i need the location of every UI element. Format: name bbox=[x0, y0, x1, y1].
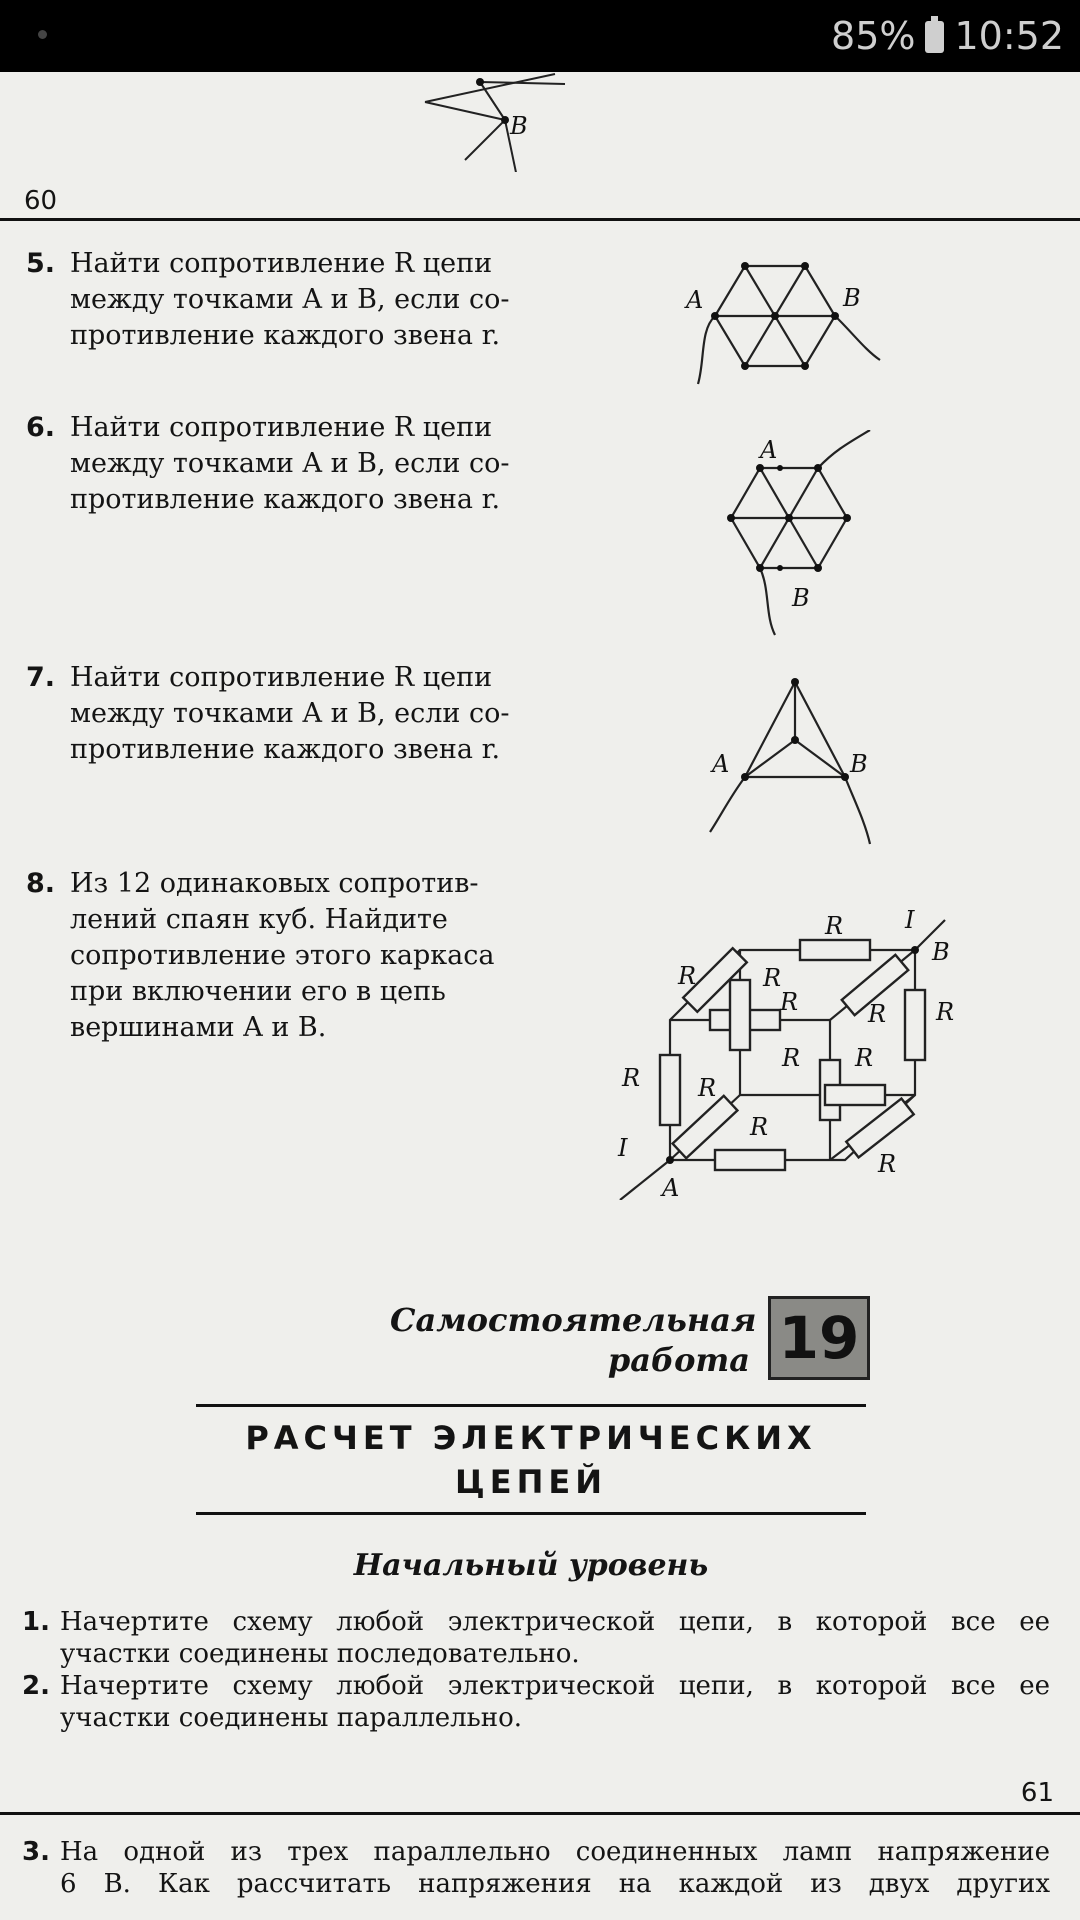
task-2: 2. Начертите схему любой электрической цепи, в которой все ее участки соединены параллельно. bbox=[22, 1671, 1050, 1733]
point-a-label: A bbox=[662, 1174, 680, 1200]
resistor-bottom-front bbox=[715, 1150, 785, 1170]
work-number-badge: 19 bbox=[768, 1296, 870, 1380]
resistor-label: R bbox=[936, 998, 955, 1026]
section-top-rule bbox=[196, 1404, 866, 1407]
resistor-diag-br bbox=[846, 1099, 913, 1158]
resistor-label: R bbox=[698, 1074, 717, 1102]
resistor-mid-vertical bbox=[730, 980, 750, 1050]
problem-7: 7. Найти сопротивление R цепи между точками A и B, если со- противление каждого звена r. bbox=[26, 662, 510, 765]
problem-number: 5. bbox=[26, 248, 56, 279]
triangle-figure-7 bbox=[690, 672, 890, 852]
level-heading: Начальный уровень bbox=[353, 1548, 709, 1583]
task-1: 1. Начертите схему любой электрической цепи, в которой все ее участки соединены последовательно. bbox=[22, 1607, 1050, 1669]
hexagon-figure-6 bbox=[700, 430, 880, 640]
resistor-label: R bbox=[622, 1064, 641, 1092]
problem-8: 8. Из 12 одинаковых сопротив- лений спаян куб. Найдите сопротивление этого каркаса при включении его в цепь вершинами A и B. bbox=[26, 868, 495, 1043]
resistor-bottom-back bbox=[825, 1085, 885, 1105]
battery-icon bbox=[925, 21, 944, 53]
page-top-rule bbox=[0, 218, 1080, 221]
resistor-label: R bbox=[878, 1150, 897, 1178]
problem-number: 7. bbox=[26, 662, 56, 693]
clock: 10:52 bbox=[954, 14, 1064, 58]
resistor-label: R bbox=[678, 962, 697, 990]
resistor-label: R bbox=[750, 1113, 769, 1141]
current-label: I bbox=[618, 1134, 628, 1162]
problem-number: 8. bbox=[26, 868, 56, 899]
resistor-label: R bbox=[782, 1044, 801, 1072]
current-label: I bbox=[905, 910, 915, 934]
page-number-top: 60 bbox=[24, 186, 58, 216]
hexagon-figure-5 bbox=[680, 250, 900, 390]
problem-6: 6. Найти сопротивление R цепи между точками A и B, если со- противление каждого звена r. bbox=[26, 412, 510, 515]
page-number-bottom: 61 bbox=[1020, 1778, 1054, 1808]
cube-resistor-figure-8 bbox=[600, 910, 960, 1200]
section-title: РАСЧЕТ ЭЛЕКТРИЧЕСКИХ ЦЕПЕЙ bbox=[245, 1419, 817, 1501]
independent-work-label: Самостоятельная работа bbox=[390, 1301, 757, 1379]
resistor-right-back bbox=[905, 990, 925, 1060]
point-a-label: A bbox=[760, 436, 778, 464]
resistor-label: R bbox=[825, 912, 844, 940]
point-a-label: A bbox=[712, 750, 730, 778]
top-figure-fragment bbox=[400, 72, 640, 172]
point-b-label: B bbox=[792, 584, 810, 612]
resistor-left-front bbox=[660, 1055, 680, 1125]
resistor-label: R bbox=[763, 964, 782, 992]
task-3: 3. На одной из трех параллельно соединенных ламп напряжение 6 В. Как рассчитать напряжения на каждой из двух других bbox=[22, 1837, 1050, 1899]
problem-5: 5. Найти сопротивление R цепи между точками A и B, если со- противление каждого звена r. bbox=[26, 248, 510, 351]
resistor-label: R bbox=[780, 988, 799, 1016]
status-bar bbox=[0, 0, 1080, 72]
point-b-label: B bbox=[850, 750, 868, 778]
point-b-label: B bbox=[843, 284, 861, 312]
notification-dot-icon bbox=[38, 30, 47, 39]
page-bottom-rule bbox=[0, 1812, 1080, 1815]
resistor-top-back bbox=[800, 940, 870, 960]
problem-number: 6. bbox=[26, 412, 56, 443]
resistor-label: R bbox=[868, 1000, 887, 1028]
point-a-label: A bbox=[686, 286, 704, 314]
resistor-label: R bbox=[855, 1044, 874, 1072]
point-b-label: B bbox=[932, 938, 950, 966]
fragment-label-b: B bbox=[510, 112, 528, 140]
section-bottom-rule bbox=[196, 1512, 866, 1515]
battery-percent: 85% bbox=[831, 14, 916, 58]
